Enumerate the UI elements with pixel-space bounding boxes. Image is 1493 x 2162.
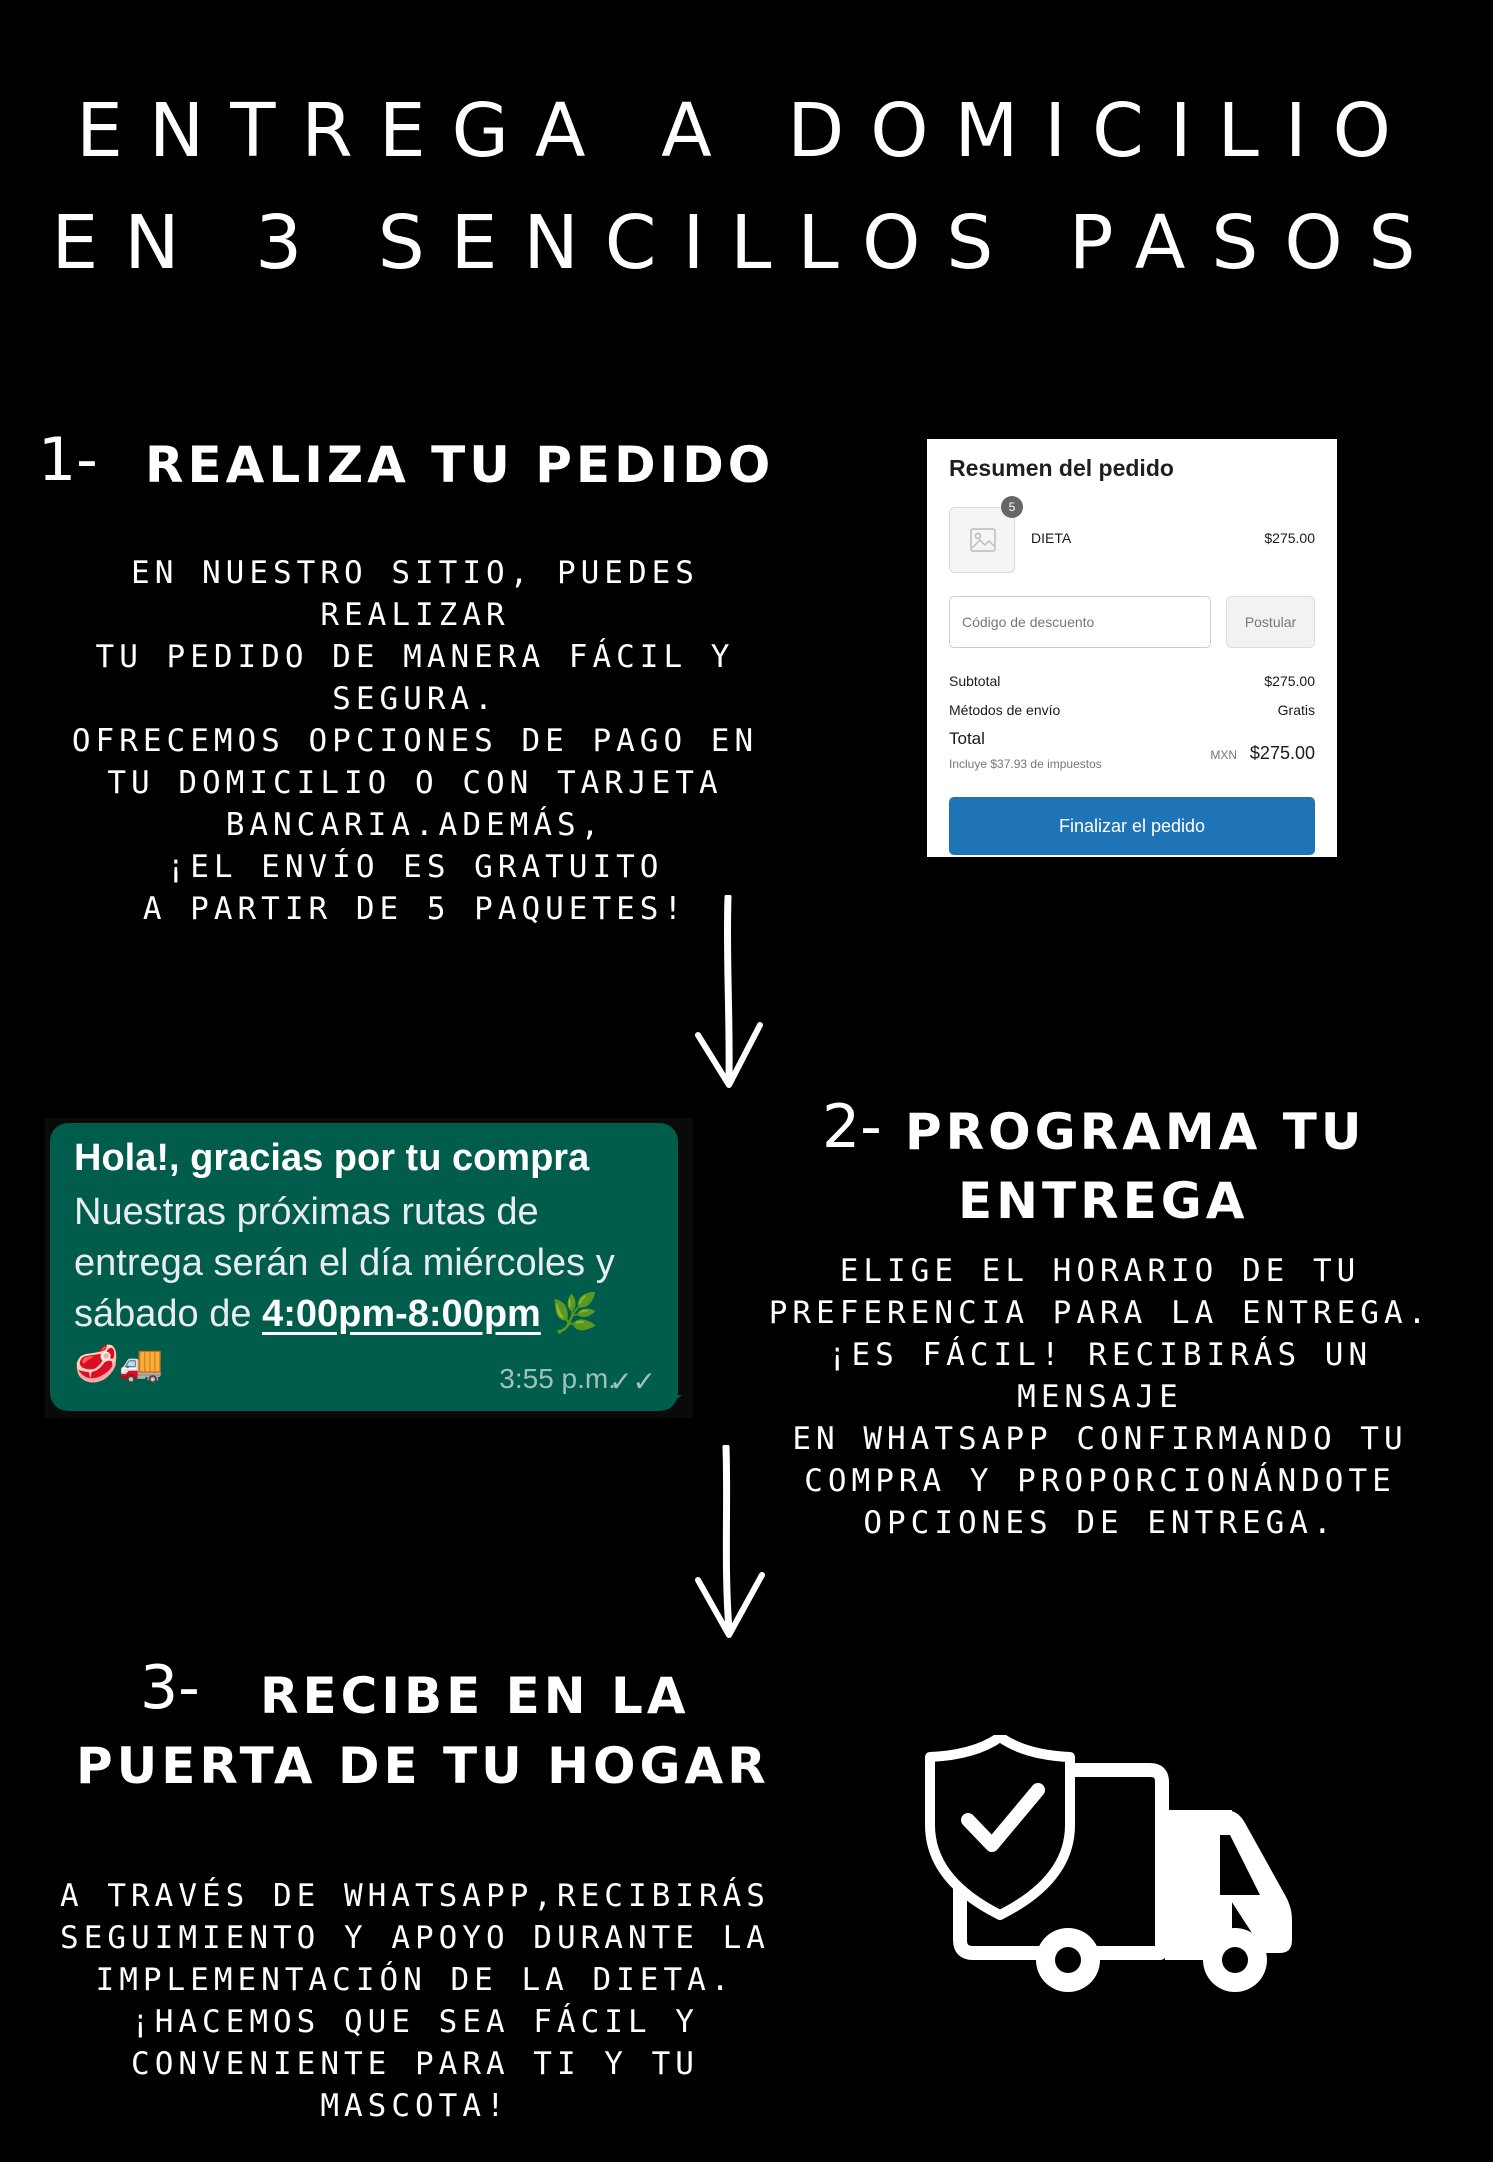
tax-note: Incluye $37.93 de impuestos	[949, 757, 1102, 771]
step3-heading-line1: RECIBE EN LA	[260, 1667, 690, 1725]
quantity-badge: 5	[1001, 496, 1023, 518]
step3-heading-line2: PUERTA DE TU HOGAR	[76, 1737, 770, 1795]
step1-number: 1-	[38, 425, 98, 495]
image-placeholder-icon	[970, 528, 996, 552]
subtotal-label: Subtotal	[949, 673, 1001, 689]
order-summary-title: Resumen del pedido	[949, 455, 1174, 481]
arrow-down-icon	[690, 1445, 770, 1645]
meat-truck-emoji: 🥩🚚	[74, 1343, 164, 1384]
item-price: $275.00	[1264, 530, 1315, 546]
step2-heading-line1: PROGRAMA TU	[905, 1103, 1366, 1161]
step1-heading: REALIZA TU PEDIDO	[145, 436, 775, 494]
step3-number: 3-	[140, 1653, 200, 1723]
shipping-label: Métodos de envío	[949, 702, 1061, 718]
page-title	[0, 75, 1493, 299]
shipping-value: Gratis	[1277, 702, 1315, 718]
checkout-button[interactable]: Finalizar el pedido	[949, 797, 1315, 855]
step2-body: ELIGE EL HORARIO DE TU PREFERENCIA PARA LA ENTREGA. ¡ES FÁCIL! RECIBIRÁS UN MENSAJE EN WHATSAPP CONFIRMANDO TU COMPRA Y PROPORCIONÁNDOTE OPCIONES DE ENTREGA.	[768, 1253, 1432, 1541]
secure-delivery-truck-icon	[920, 1735, 1330, 2010]
message-text: Nuestras próximas rutas de entrega serán el día miércoles y sábado de	[74, 1191, 615, 1335]
message-heading: Hola!, gracias por tu compra	[74, 1137, 590, 1179]
page-title-line2: EN 3 SENCILLOS PASOS	[51, 200, 1442, 286]
apply-discount-button[interactable]: Postular	[1226, 596, 1315, 648]
leaf-emoji: 🌿	[551, 1293, 599, 1335]
item-name: DIETA	[1031, 530, 1072, 546]
subtotal-value: $275.00	[1264, 673, 1315, 689]
read-receipt-icon: ✓✓	[609, 1366, 656, 1397]
page-title-line1: ENTREGA A DOMICILIO	[76, 88, 1417, 174]
product-thumbnail	[949, 507, 1015, 573]
discount-code-input[interactable]: Código de descuento	[949, 596, 1211, 648]
step3-body: A TRAVÉS DE WHATSAPP,RECIBIRÁS SEGUIMIENTO Y APOYO DURANTE LA IMPLEMENTACIÓN DE LA DIETA. ¡HACEMOS QUE SEA FÁCIL Y CONVENIENTE PARA TI Y TU MASCOTA!	[60, 1878, 770, 2124]
message-time: 3:55 p.m.	[499, 1363, 616, 1394]
total-label: Total	[949, 729, 985, 748]
currency-code: MXN	[1210, 748, 1237, 762]
bubble-tail	[660, 1395, 682, 1411]
message-body	[74, 1187, 669, 1340]
step1-body: EN NUESTRO SITIO, PUEDES REALIZAR TU PEDIDO DE MANERA FÁCIL Y SEGURA. OFRECEMOS OPCIONES DE PAGO EN TU DOMICILIO O CON TARJETA BANCARIA.ADEMÁS, ¡EL ENVÍO ES GRATUITO A PARTIR DE 5 PAQUETES!	[71, 555, 759, 927]
step2-number: 2-	[822, 1092, 882, 1162]
delivery-time-link[interactable]: 4:00pm-8:00pm	[262, 1293, 541, 1335]
whatsapp-message-bubble	[50, 1123, 678, 1411]
total-value: $275.00	[1249, 743, 1315, 763]
step2-heading-line2: ENTREGA	[958, 1172, 1249, 1230]
arrow-down-icon	[690, 895, 770, 1095]
order-summary-card	[927, 439, 1337, 857]
